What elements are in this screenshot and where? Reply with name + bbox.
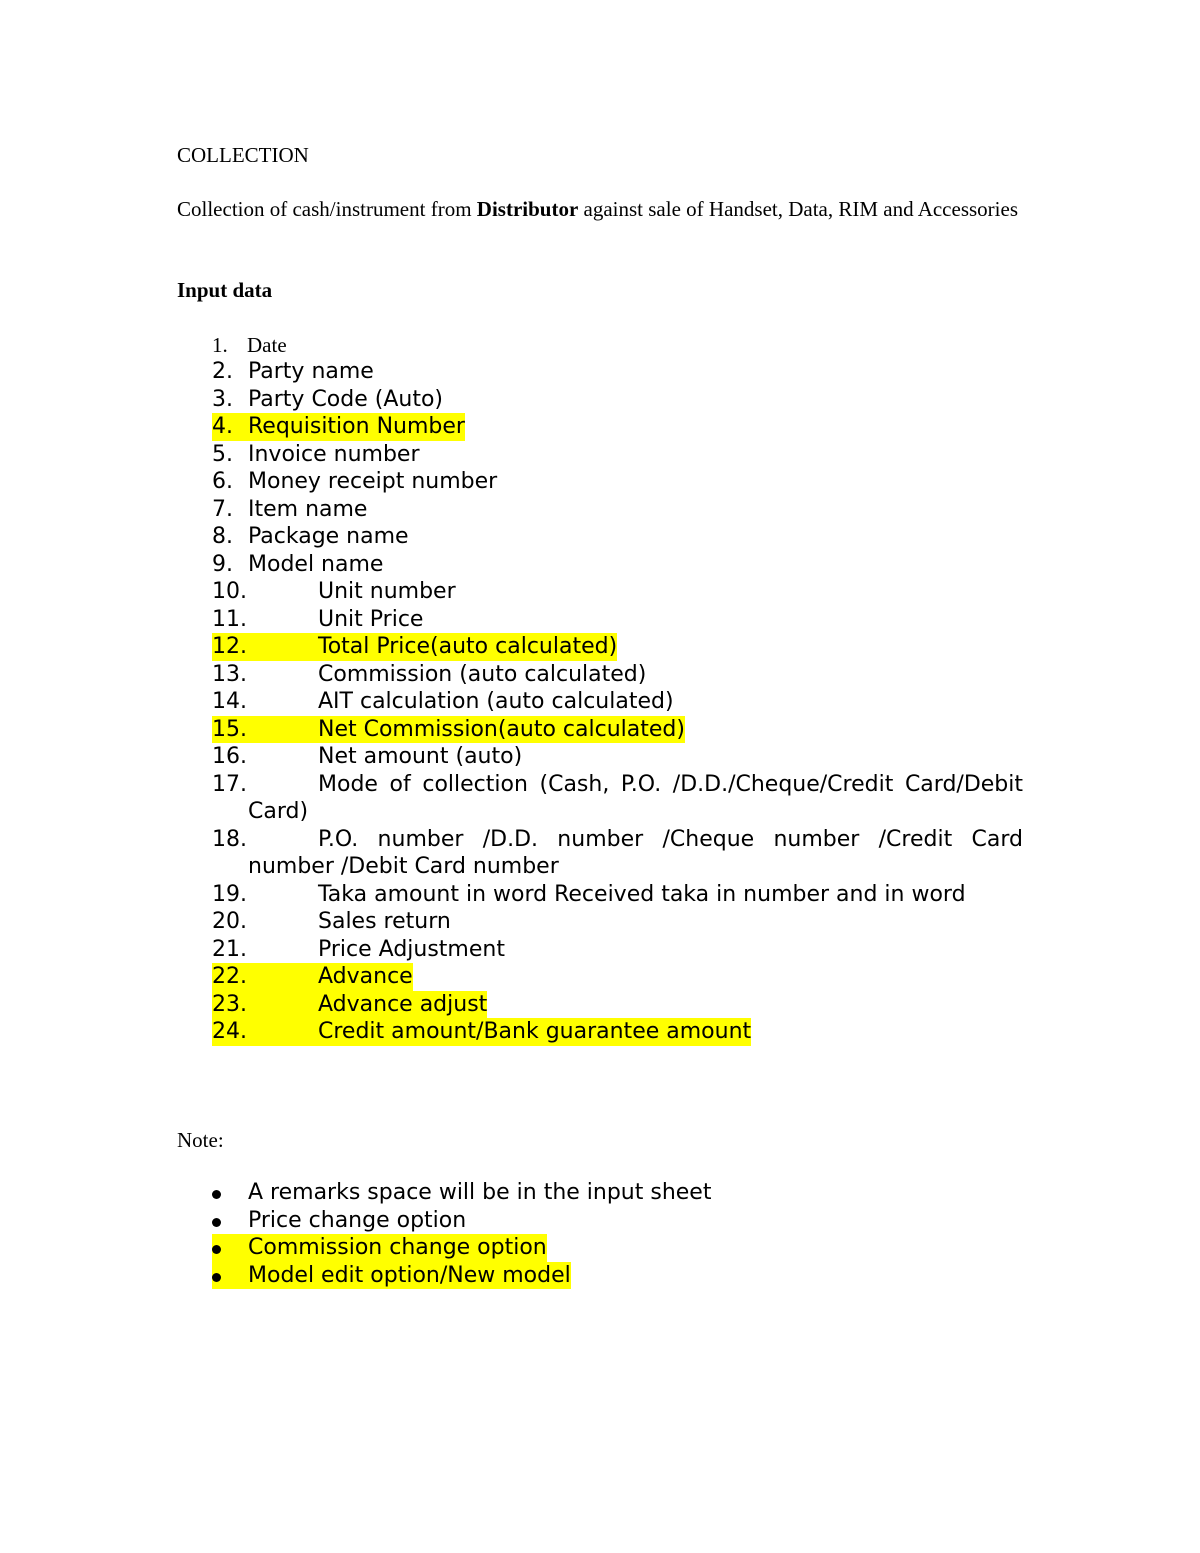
bullet-icon	[212, 1245, 221, 1254]
list-item-text: Package name	[248, 524, 409, 549]
list-item-content	[212, 743, 522, 771]
note-item-text: Price change option	[248, 1207, 467, 1233]
list-item-number: 17.	[212, 771, 247, 797]
list-item-text: Net amount (auto)	[318, 744, 523, 769]
list-item-12	[212, 633, 1023, 661]
list-item-5	[212, 441, 1023, 469]
list-item-number: 1.	[212, 333, 228, 357]
bullet-icon	[212, 1273, 221, 1282]
list-item-number: 18.	[212, 826, 247, 852]
input-data-heading: Input data	[177, 278, 273, 302]
list-item-number: 2.	[212, 359, 233, 384]
list-item-content	[212, 633, 617, 661]
note-item-text: Model edit option/New model	[248, 1262, 571, 1288]
list-item-11	[212, 606, 1023, 634]
list-item-content	[212, 441, 420, 469]
list-item-text: Net Commission(auto calculated)	[318, 716, 685, 742]
list-item-content	[212, 496, 367, 524]
list-item-text: Party name	[248, 359, 374, 384]
list-item-text: Date	[247, 333, 287, 357]
list-item-text: AIT calculation (auto calculated)	[318, 689, 674, 714]
note-item	[212, 1262, 1012, 1290]
list-item-text: Unit number	[318, 579, 456, 604]
list-item-number: 20.	[212, 909, 247, 934]
list-item-text: Taka amount in word Received taka in number and in word	[318, 881, 966, 907]
list-item-9	[212, 551, 1023, 579]
list-item-text: Credit amount/Bank guarantee amount	[318, 1019, 752, 1044]
note-item-text: A remarks space will be in the input sheet	[248, 1180, 712, 1205]
list-item-content	[212, 606, 423, 634]
list-item-16	[212, 743, 1023, 771]
list-item-number: 16.	[212, 744, 247, 769]
list-item-number: 12.	[212, 634, 247, 659]
list-item-13	[212, 661, 1023, 689]
list-item-content	[212, 716, 685, 744]
bullet-icon	[212, 1190, 221, 1199]
list-item-text: Party Code (Auto)	[248, 386, 444, 412]
list-item-content	[212, 468, 497, 496]
list-item-text: P.O. number /D.D. number /Cheque number /Credit Card number /Debit Card number	[248, 826, 1023, 879]
list-item-text: Advance adjust	[318, 991, 488, 1017]
list-item-text: Requisition Number	[248, 414, 465, 439]
list-item-19	[212, 881, 1023, 909]
document-title: COLLECTION	[177, 143, 309, 167]
note-item-content	[212, 1179, 711, 1207]
note-label: Note:	[177, 1128, 224, 1152]
list-item-number: 5.	[212, 441, 233, 467]
note-item-content	[212, 1207, 466, 1235]
intro-bold-term: Distributor	[476, 197, 579, 221]
note-item	[212, 1207, 1012, 1235]
note-item	[212, 1179, 1012, 1207]
list-item-2	[212, 358, 1023, 386]
list-item-number: 6.	[212, 469, 233, 494]
list-item-text: Price Adjustment	[318, 936, 505, 962]
list-item-content	[212, 413, 465, 441]
list-item-number: 23.	[212, 991, 247, 1017]
intro-paragraph	[177, 196, 1037, 223]
list-item-number: 13.	[212, 661, 247, 687]
list-item-text: Total Price(auto calculated)	[318, 634, 618, 659]
intro-text-end: against sale of Handset, Data, RIM and Accessories	[578, 197, 1018, 221]
list-item-number: 9.	[212, 551, 233, 577]
list-item-number: 7.	[212, 496, 233, 522]
list-item-6	[212, 468, 1023, 496]
list-item-number: 14.	[212, 689, 247, 714]
list-item-content	[212, 991, 487, 1019]
list-item-21	[212, 936, 1023, 964]
list-item-content	[212, 386, 443, 414]
list-item-17	[212, 771, 1023, 826]
list-item-number: 4.	[212, 414, 233, 439]
list-item-content	[212, 551, 383, 579]
list-item-number: 22.	[212, 964, 247, 989]
list-item-22	[212, 963, 1023, 991]
list-item-text: Mode of collection (Cash, P.O. /D.D./Cheque/Credit Card/Debit Card)	[248, 771, 1023, 824]
list-item-number: 21.	[212, 936, 247, 962]
list-item-content	[212, 1018, 751, 1046]
list-item-text: Invoice number	[248, 441, 420, 467]
list-item-content	[212, 963, 413, 991]
list-item-number: 3.	[212, 386, 233, 412]
list-item-text: Sales return	[318, 909, 451, 934]
list-item-7	[212, 496, 1023, 524]
list-item-text: Advance	[318, 964, 413, 989]
list-item-content	[212, 578, 456, 606]
list-item-number: 19.	[212, 881, 247, 907]
list-item-text: Item name	[248, 496, 368, 522]
note-item-text: Commission change option	[248, 1235, 547, 1260]
list-item-text: Money receipt number	[248, 469, 498, 494]
list-item-content	[212, 688, 674, 716]
note-item-content	[212, 1262, 571, 1290]
intro-text-start: Collection of cash/instrument from	[177, 197, 477, 221]
list-item-24	[212, 1018, 1023, 1046]
list-item-10	[212, 578, 1023, 606]
notes-list	[212, 1179, 1012, 1289]
list-item-number: 8.	[212, 524, 233, 549]
list-item-20	[212, 908, 1023, 936]
list-item-number: 15.	[212, 716, 247, 742]
note-item-content	[212, 1234, 547, 1262]
list-item-number: 24.	[212, 1019, 247, 1044]
bullet-icon	[212, 1218, 221, 1227]
list-item-4	[212, 413, 1023, 441]
list-item-content	[212, 358, 374, 386]
note-item	[212, 1234, 1012, 1262]
list-item-18	[212, 826, 1023, 881]
list-item-content	[212, 523, 409, 551]
input-data-list	[212, 358, 1023, 1046]
list-item-8	[212, 523, 1023, 551]
list-item-content	[212, 661, 646, 689]
list-item-content	[212, 881, 966, 909]
list-item-content	[212, 908, 451, 936]
list-item-15	[212, 716, 1023, 744]
list-item-14	[212, 688, 1023, 716]
list-item-23	[212, 991, 1023, 1019]
list-item-text: Model name	[248, 551, 384, 577]
list-item-3	[212, 386, 1023, 414]
list-item-text: Commission (auto calculated)	[318, 661, 647, 687]
list-item-number: 11.	[212, 606, 247, 632]
list-item-number: 10.	[212, 579, 247, 604]
list-item-text: Unit Price	[318, 606, 424, 632]
list-item-content	[212, 936, 505, 964]
